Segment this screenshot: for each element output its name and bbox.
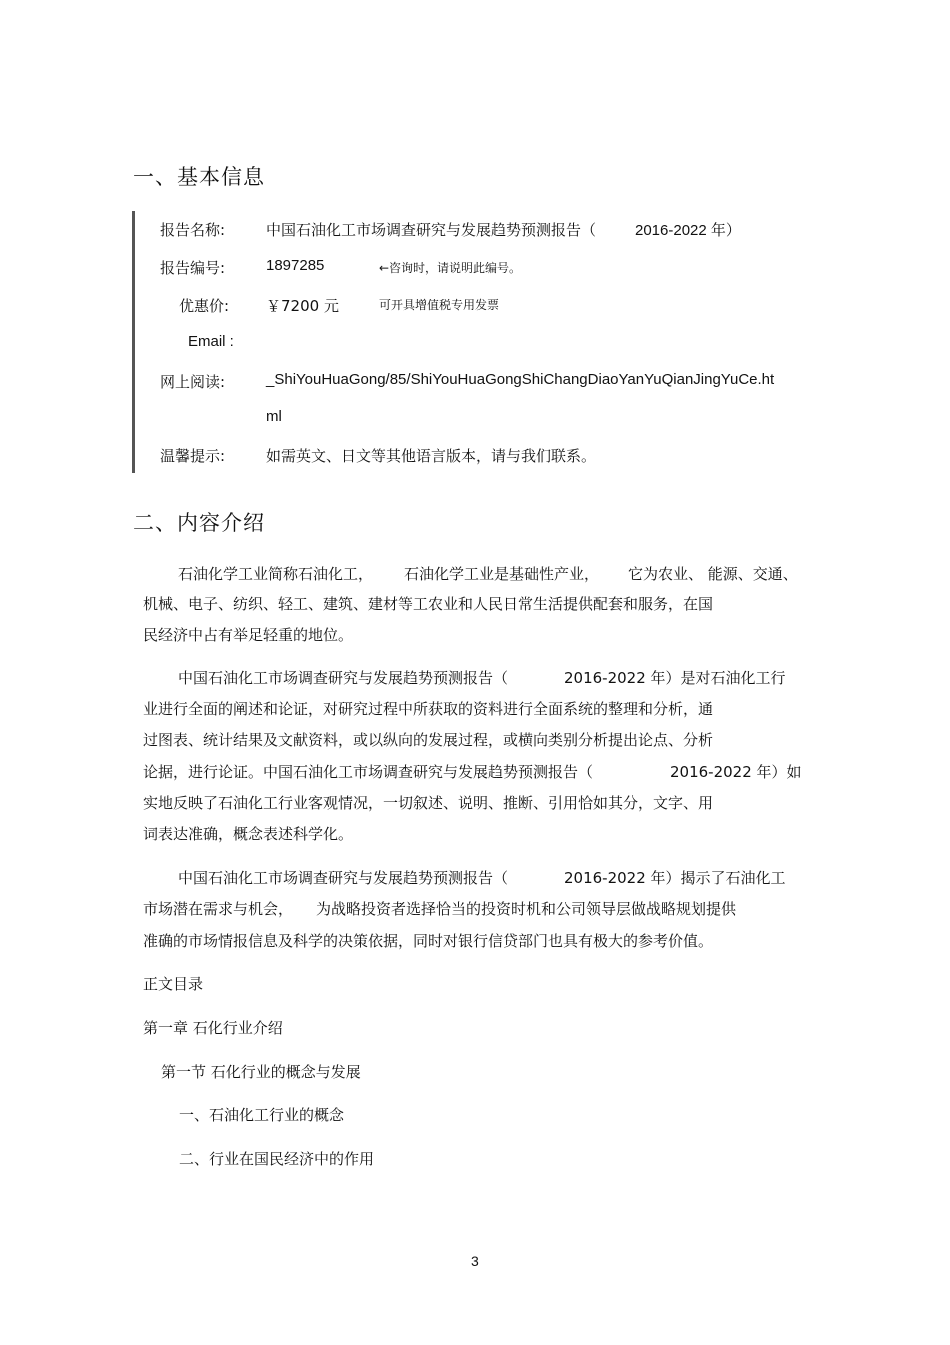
toc-section-1[interactable]: 第一节 石化行业的概念与发展 <box>161 1063 361 1081</box>
report-name-label: 报告名称: <box>160 221 226 239</box>
para1-line1-a: 石油化学工业简称石油化工， <box>178 565 374 583</box>
section-title-intro: 二、内容介绍 <box>133 511 265 535</box>
para1-line2: 机械、电子、纺织、轻工、建筑、建材等工农业和人民日常生活提供配套和服务，在国 <box>143 595 714 613</box>
para1-line1-c: 它为农业、 能源、交通、 <box>628 565 798 583</box>
report-name-years: 2016-2022 年） <box>635 222 741 239</box>
para1-line1-b: 石油化学工业是基础性产业， <box>404 565 600 583</box>
online-read-label: 网上阅读: <box>160 373 226 391</box>
email-label: Email : <box>188 333 234 350</box>
para2-line6: 词表达准确，概念表述科学化。 <box>143 825 354 843</box>
toc-item-1[interactable]: 一、石油化工行业的概念 <box>179 1106 345 1124</box>
para2-line4-a: 论据，进行论证。中国石油化工市场调查研究与发展趋势预测报告（ <box>143 763 594 781</box>
report-code-value: 1897285 <box>266 257 325 274</box>
para2-line1-a: 中国石油化工市场调查研究与发展趋势预测报告（ <box>178 669 509 687</box>
para3-line2-a: 市场潜在需求与机会， <box>143 900 294 918</box>
para3-line2-b: 为战略投资者选择恰当的投资时机和公司领导层做战略规划提供 <box>316 900 737 918</box>
toc-chapter-1[interactable]: 第一章 石化行业介绍 <box>143 1019 283 1037</box>
para2-line3: 过图表、统计结果及文献资料，或以纵向的发展过程，或横向类别分析提出论点、分析 <box>143 731 714 749</box>
report-code-label: 报告编号: <box>160 259 226 277</box>
section-title-basic-info: 一、基本信息 <box>133 165 265 189</box>
tip-label: 温馨提示: <box>160 447 226 465</box>
para3-line1-a: 中国石油化工市场调查研究与发展趋势预测报告（ <box>178 869 509 887</box>
tip-value: 如需英文、日文等其他语言版本，请与我们联系。 <box>266 447 597 465</box>
para3-line1-b: 2016-2022 年）揭示了石油化工 <box>564 869 786 887</box>
para2-line5: 实地反映了石油化工行业客观情况，一切叙述、说明、推断、引用恰如其分，文字、用 <box>143 794 714 812</box>
para2-line4-b: 2016-2022 年）如 <box>670 763 802 781</box>
page-number: 3 <box>471 1253 479 1269</box>
price-label: 优惠价: <box>179 297 230 315</box>
report-code-note: ←咨询时，请说明此编号。 <box>379 261 522 275</box>
info-block-bar <box>132 211 135 473</box>
toc-item-2[interactable]: 二、行业在国民经济中的作用 <box>179 1150 375 1168</box>
online-read-link[interactable]: _ShiYouHuaGong/85/ShiYouHuaGongShiChangDiaoYanYuQianJingYuCe.ht <box>266 371 775 388</box>
price-value: ￥7200 元 <box>266 297 339 315</box>
report-name-value: 中国石油化工市场调查研究与发展趋势预测报告（ <box>266 221 597 239</box>
toc-title: 正文目录 <box>143 975 204 993</box>
price-note: 可开具增值税专用发票 <box>379 298 500 312</box>
para1-line3: 民经济中占有举足轻重的地位。 <box>143 626 354 644</box>
para2-line1-b: 2016-2022 年）是对石油化工行 <box>564 669 786 687</box>
para2-line2: 业进行全面的阐述和论证，对研究过程中所获取的资料进行全面系统的整理和分析，通 <box>143 700 714 718</box>
para3-line3: 准确的市场情报信息及科学的决策依据，同时对银行信贷部门也具有极大的参考价值。 <box>143 932 714 950</box>
online-read-link-cont[interactable]: ml <box>266 408 282 425</box>
